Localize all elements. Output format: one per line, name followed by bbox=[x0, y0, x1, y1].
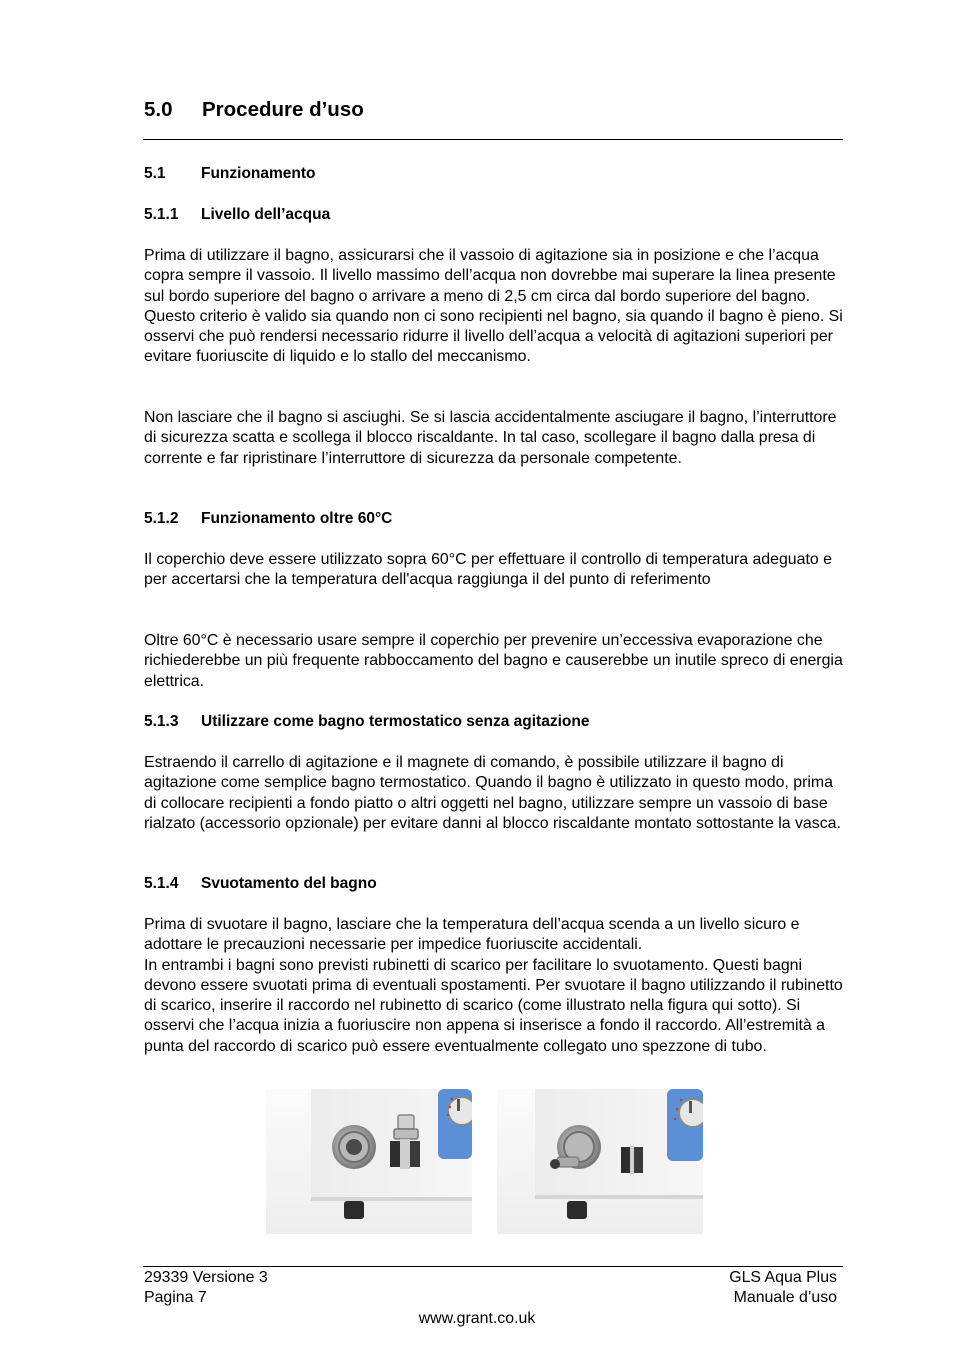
paragraph-water-level bbox=[144, 246, 844, 368]
footer-left bbox=[144, 1268, 268, 1309]
website-link[interactable]: www.grant.co.uk bbox=[418, 1310, 536, 1327]
paragraph-text: Prima di svuotare il bagno, lasciare che la temperatura dell’acqua scenda a un livello sicuro e adottare le precauzioni necessarie per impedice fuoriuscite accidentali. bbox=[144, 916, 800, 954]
heading-number: 5.1.2 bbox=[144, 510, 179, 527]
heading-5-1 bbox=[144, 165, 316, 183]
paragraph-draining bbox=[144, 915, 844, 1057]
heading-number: 5.1.4 bbox=[144, 875, 179, 892]
section-number: 5.0 bbox=[144, 98, 173, 121]
heading-5-1-1 bbox=[144, 206, 330, 224]
product-name: GLS Aqua Plus bbox=[729, 1269, 837, 1286]
header-rule bbox=[143, 139, 843, 140]
manual-title: Manuale d’uso bbox=[733, 1289, 837, 1307]
heading-number: 5.1.3 bbox=[144, 713, 179, 730]
heading-number: 5.1.1 bbox=[144, 206, 179, 223]
paragraph-text: Non lasciare che il bagno si asciughi. Se si lascia accidentalmente asciugare il bagno, l’interruttore di sicurezza scatta e scollega il blocco riscaldante. In tal caso, scollegare il bagno dalla presa di corrente e far ripristinare l’interruttore di sicurezza da personale competente. bbox=[144, 409, 837, 467]
footer-right bbox=[729, 1268, 837, 1309]
paragraph-text: Prima di utilizzare il bagno, assicurarsi che il vassoio di agitazione sia in posizione e che l’acqua copra sempre il vassoio. Il livello massimo dell’acqua non dovrebbe mai superare la linea presente sul bordo superiore del bagno o arrivare a meno di 2,5 cm circa dal bordo superiore del bagno. Questo criterio è valido sia quando non ci sono recipienti nel bagno, sia quando il bagno è pieno. Si osservi che può rendersi necessario ridurre il livello dell’acqua a velocità di agitazioni superiori per evitare fuoriuscite di liquido e lo stallo del meccanismo. bbox=[144, 247, 843, 366]
section-heading bbox=[144, 98, 364, 122]
paragraph-evaporation bbox=[144, 631, 844, 692]
footer-rule bbox=[143, 1266, 843, 1267]
paragraph-thermostatic bbox=[144, 753, 844, 834]
page-number: Pagina 7 bbox=[144, 1289, 207, 1307]
heading-title: Funzionamento oltre 60°C bbox=[201, 510, 393, 527]
heading-5-1-4 bbox=[144, 875, 377, 893]
paragraph-text: In entrambi i bagni sono previsti rubinetti di scarico per facilitare lo svuotamento. Questi bagni devono essere svuotati prima di eventuali spostamenti. Per svuotare il bagno utilizzando il rubinetto di scarico, inserire il raccordo nel rubinetto di scarico (come illustrato nella figura qui sotto). Si osservi che l’acqua inizia a fuoriuscire non appena si inserisce a fondo il raccordo. All’estremità a punta del raccordo di scarico può essere eventualmente collegato uno spezzone di tubo. bbox=[144, 956, 843, 1055]
paragraph-text: Il coperchio deve essere utilizzato sopra 60°C per effettuare il controllo di temperatura adeguato e per accertarsi che la temperatura dell'acqua raggiunga il del punto di referimento bbox=[144, 551, 832, 589]
heading-5-1-3 bbox=[144, 713, 589, 731]
heading-number: 5.1 bbox=[144, 165, 166, 182]
heading-title: Livello dell’acqua bbox=[201, 206, 331, 223]
heading-title: Funzionamento bbox=[201, 165, 316, 182]
heading-title: Svuotamento del bagno bbox=[201, 875, 377, 892]
paragraph-dry-bath bbox=[144, 408, 844, 469]
heading-title: Utilizzare come bagno termostatico senza agitazione bbox=[201, 713, 590, 730]
paragraph-text: Oltre 60°C è necessario usare sempre il coperchio per prevenire un’eccessiva evaporazione che richiederebbe un più frequente rabboccamento del bagno e causerebbe un inutile spreco di energia elettrica. bbox=[144, 632, 843, 690]
section-title: Procedure d’uso bbox=[202, 98, 364, 121]
drain-tap-photo-fitting-removed bbox=[266, 1089, 472, 1234]
document-version: 29339 Versione 3 bbox=[144, 1269, 268, 1286]
paragraph-lid-use bbox=[144, 550, 844, 591]
heading-5-1-2 bbox=[144, 510, 392, 528]
drain-tap-photo-fitting-inserted bbox=[497, 1089, 703, 1234]
paragraph-text: Estraendo il carrello di agitazione e il magnete di comando, è possibile utilizzare il bagno di agitazione come semplice bagno termostatico. Quando il bagno è utilizzato in questo modo, prima di collocare recipienti a fondo piatto o altri oggetti nel bagno, utilizzare sempre un vassoio di base rialzato (accessorio opzionale) per evitare danni al blocco riscaldante montato sottostante la vasca. bbox=[144, 754, 841, 832]
